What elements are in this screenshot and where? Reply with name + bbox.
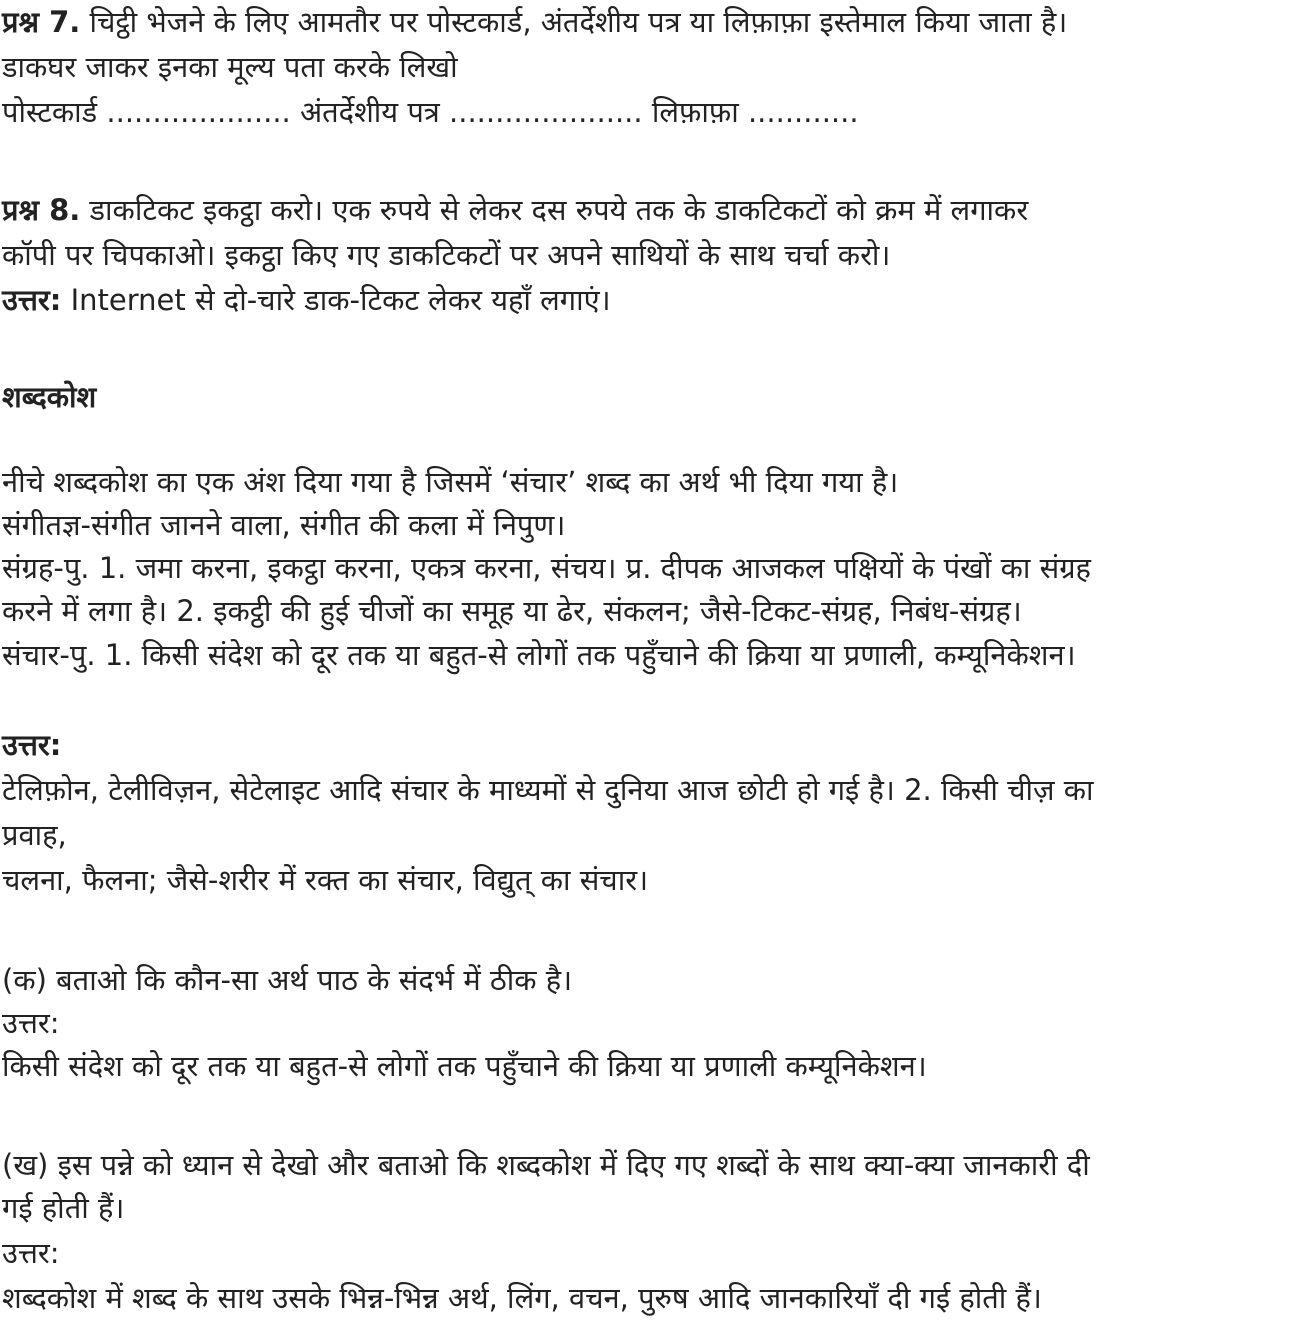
- q8-label: प्रश्न 8.: [2, 193, 81, 227]
- answer-ka: किसी संदेश को दूर तक या बहुत-से लोगों तक पहुँचाने की क्रिया या प्रणाली कम्यूनिकेशन।: [2, 1049, 927, 1083]
- q8-answer: [2, 280, 611, 320]
- answer-kha: शब्दकोश में शब्द के साथ उसके भिन्न-भिन्न अर्थ, लिंग, वचन, पुरुष आदि जानकारियाँ दी गई होती हैं।: [2, 1281, 1042, 1315]
- q8-text: डाकटिकट इकट्ठा करो। एक रुपये से लेकर दस रुपये तक के डाकटिकटों को क्रम में लगाकर: [80, 193, 1029, 227]
- dict-line: संग्रह-पु. 1. जमा करना, इकट्ठा करना, एकत्र करना, संचय। प्र. दीपक आजकल पक्षियों के पंखों का संग्रह: [2, 551, 1091, 585]
- answer-line: चलना, फैलना; जैसे-शरीर में रक्त का संचार, विद्युत् का संचार।: [2, 863, 649, 897]
- dict-line: संचार-पु. 1. किसी संदेश को दूर तक या बहुत-से लोगों तक पहुँचाने की क्रिया या प्रणाली, कम्यूनिकेशन।: [2, 638, 1076, 672]
- q7-line: [2, 2, 1067, 42]
- question-ka: (क) बताओ कि कौन-सा अर्थ पाठ के संदर्भ में ठीक है।: [2, 963, 573, 997]
- answer-label: उत्तर:: [2, 283, 62, 317]
- answer-label: उत्तर:: [2, 1006, 60, 1040]
- dict-line: संगीतज्ञ-संगीत जानने वाला, संगीत की कला में निपुण।: [2, 508, 566, 542]
- answer-text: Internet से दो-चारे डाक-टिकट लेकर यहाँ लगाएं।: [61, 283, 611, 317]
- q7-line-3: पोस्टकार्ड .................... अंतर्देशीय पत्र ..................... लिफ़ाफ़ा ............: [2, 95, 859, 129]
- question-kha-2: गई होती हैं।: [2, 1191, 125, 1225]
- question-kha: (ख) इस पन्ने को ध्यान से देखो और बताओ कि शब्दकोश में दिए गए शब्दों के साथ क्या-क्या जानकारी दी: [2, 1148, 1090, 1182]
- q8-line-2: कॉपी पर चिपकाओ। इकट्ठा किए गए डाकटिकटों पर अपने साथियों के साथ चर्चा करो।: [2, 238, 891, 272]
- answer-heading: उत्तर:: [2, 728, 62, 762]
- answer-label: उत्तर:: [2, 1236, 60, 1270]
- dict-line: करने में लगा है। 2. इकट्ठी की हुई चीजों का समूह या ढेर, संकलन; जैसे-टिकट-संग्रह, निबंध-संग्रह।: [2, 594, 1022, 628]
- answer-line: टेलिफ़ोन, टेलीविज़न, सेटेलाइट आदि संचार के माध्यमों से दुनिया आज छोटी हो गई है। 2. किसी चीज़ का: [2, 773, 1094, 807]
- q8-line: [2, 190, 1028, 230]
- section-heading: शब्दकोश: [2, 380, 97, 414]
- q7-label: प्रश्न 7.: [2, 5, 81, 39]
- q7-line-2: डाकघर जाकर इनका मूल्य पता करके लिखो: [2, 50, 458, 84]
- answer-line: प्रवाह,: [2, 818, 67, 852]
- dict-line: नीचे शब्दकोश का एक अंश दिया गया है जिसमें ‘संचार’ शब्द का अर्थ भी दिया गया है।: [2, 465, 899, 499]
- q7-text: चिट्ठी भेजने के लिए आमतौर पर पोस्टकार्ड, अंतर्देशीय पत्र या लिफ़ाफ़ा इस्तेमाल किया जाता है।: [80, 5, 1068, 39]
